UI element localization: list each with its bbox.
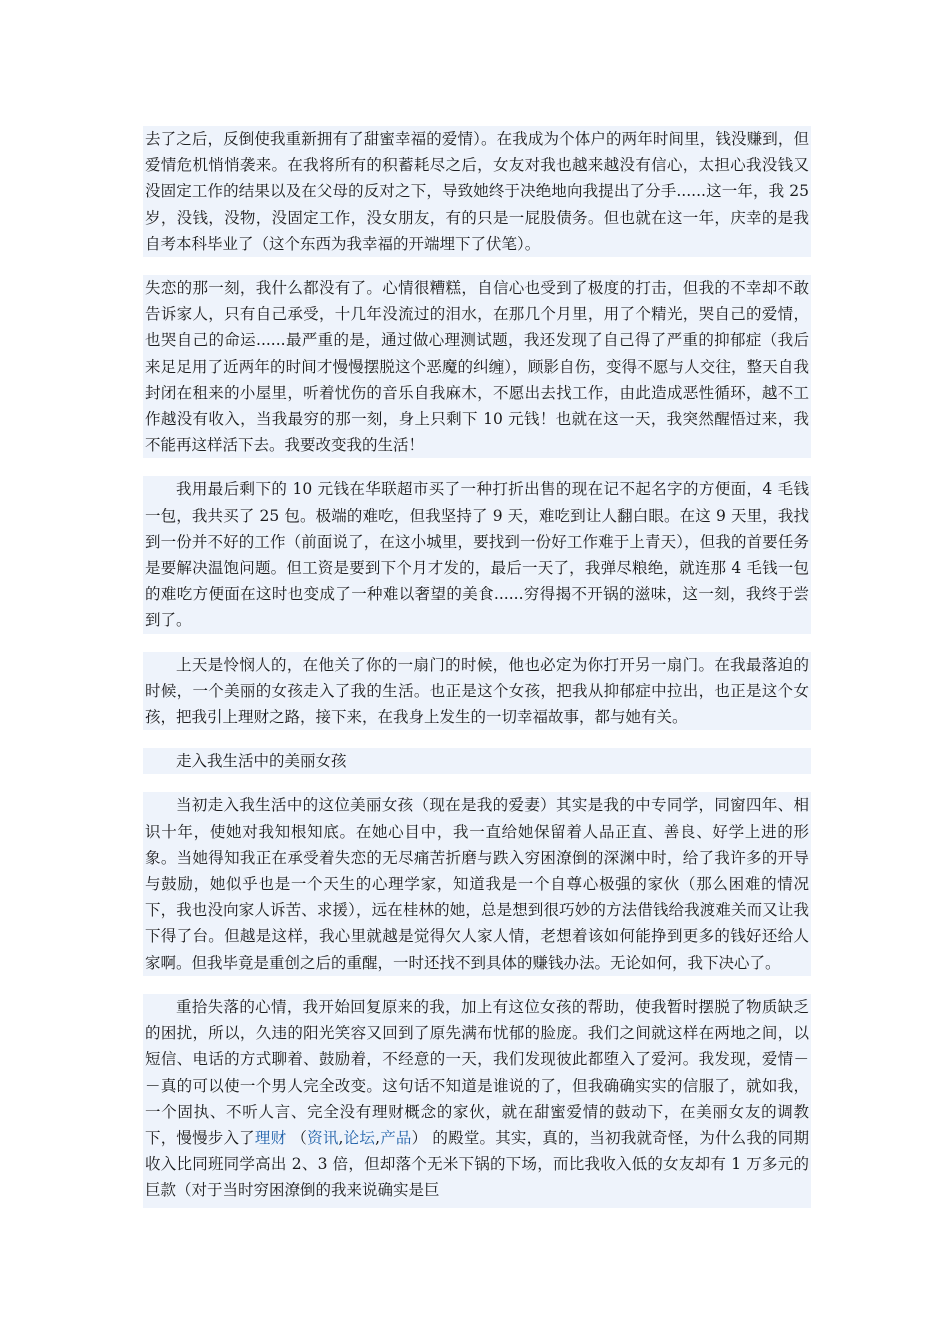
paren-open: （ xyxy=(286,1128,308,1147)
paragraph-1: 去了之后，反倒使我重新拥有了甜蜜幸福的爱情）。在我成为个体户的两年时间里，钱没赚到，但爱情危机悄悄袭来。在我将所有的积蓄耗尽之后，女友对我也越来越没有信心，太担心我没钱又没固定工作的结果以及在父母的反对之下，导致她终于决绝地向我提出了分手......这一年，我 25 岁，没钱，没物，没固定工作，没女朋友，有的只是一屁股债务。但也就在这一年，庆幸的是我自考本科毕业了（这个东西为我幸福的开端埋下了伏笔）。 xyxy=(145,130,809,253)
paragraph-2: 失恋的那一刻，我什么都没有了。心情很糟糕，自信心也受到了极度的打击，但我的不幸却不敢告诉家人，只有自己承受，十几年没流过的泪水，在那几个月里，用了个精光，哭自己的爱情，也哭自己的命运......最严重的是，通过做心理测试题，我还发现了自己得了严重的抑郁症（我后来足足用了近两年的时间才慢慢摆脱这个恶魔的纠缠），顾影自伤，变得不愿与人交往，整天自我封闭在租来的小屋里，听着忧伤的音乐自我麻木，不愿出去找工作，由此造成恶性循环，越不工作越没有收入，当我最穷的那一刻，身上只剩下 10 元钱！也就在这一天，我突然醒悟过来，我不能再这样活下去。我要改变我的生活！ xyxy=(145,279,809,455)
paragraph-gap xyxy=(143,976,811,994)
link-licai[interactable]: 理财 xyxy=(254,1128,287,1147)
paragraph-4: 上天是怜悯人的，在他关了你的一扇门的时候，他也必定为你打开另一扇门。在我最落迫的时候，一个美丽的女孩走入了我的生活。也正是这个女孩，把我从抑郁症中拉出，也正是这个女孩，把我引上理财之路，接下来，在我身上发生的一切幸福故事，都与她有关。 xyxy=(145,655,809,727)
paragraph-5: 当初走入我生活中的这位美丽女孩（现在是我的爱妻）其实是我的中专同学，同窗四年、相识十年，使她对我知根知底。在她心目中，我一直给她保留着人品正直、善良、好学上进的形象。当她得知我正在承受着失恋的无尽痛苦折磨与跌入穷困潦倒的深渊中时，给了我许多的开导与鼓励，她似乎也是一个天生的心理学家，知道我是一个自尊心极强的家伙（那么困难的情况下，我也没向家人诉苦、求援），远在桂林的她，总是想到很巧妙的方法借钱给我渡难关而又让我下得了台。但越是这样，我心里就越是觉得欠人家人情，老想着该如何能挣到更多的钱好还给人家啊。但我毕竟是重创之后的重醒，一时还找不到具体的赚钱办法。无论如何，我下决心了。 xyxy=(145,796,809,972)
document-body xyxy=(143,126,811,1208)
paragraph-gap xyxy=(143,458,811,476)
link-chanpin[interactable]: 产品 xyxy=(380,1128,412,1147)
paragraph-6-text-start: 重拾失落的心情，我开始回复原来的我，加上有这位女孩的帮助，使我暂时摆脱了物质缺乏的困扰，所以，久违的阳光笑容又回到了原先满布忧郁的脸庞。我们之间就这样在两地之间，以短信、电话的方式聊着、鼓励着，不经意的一天，我们发现彼此都堕入了爱河。我发现，爱情－－真的可以使一个男人完全改变。这句话不知道是谁说的了，但我确确实实的信服了，就如我，一个固执、不听人言、完全没有理财概念的家伙，就在甜蜜爱情的鼓动下，在美丽女友的调教下，慢慢步入了 xyxy=(145,997,809,1147)
paragraph-gap xyxy=(143,634,811,652)
paragraph-gap xyxy=(143,730,811,748)
link-luntan[interactable]: 论坛 xyxy=(343,1128,376,1147)
section-heading: 走入我生活中的美丽女孩 xyxy=(176,752,347,771)
comma-separator: , xyxy=(338,1128,344,1147)
paragraph-gap xyxy=(143,774,811,792)
link-zixun[interactable]: 资讯 xyxy=(307,1128,339,1147)
paragraph-6-text-end: 的殿堂。其实，真的，当初我就奇怪，为什么我的同期收入比同班同学高出 2、3 倍，但却落个无米下锅的下场，而比我收入低的女友却有 1 万多元的巨款（对于当时穷困潦倒的我来说确实是巨 xyxy=(145,1128,809,1200)
paragraph-3: 我用最后剩下的 10 元钱在华联超市买了一种打折出售的现在记不起名字的方便面，4 毛钱一包，我共买了 25 包。极端的难吃，但我坚持了 9 天，难吃到让人翻白眼。在这 9 天里，我找到一份并不好的工作（前面说了，在这小城里，要找到一份好工作难于上青天），但我的首要任务是要解决温饱问题。但工资是要到下个月才发的，最后一天了，我弹尽粮绝，就连那 4 毛钱一包的难吃方便面在这时也变成了一种难以奢望的美食......穷得揭不开锅的滋味，这一刻，我终于尝到了。 xyxy=(145,480,809,630)
paragraph-gap xyxy=(143,257,811,275)
paragraph-6 xyxy=(145,994,809,1204)
paren-close: ） xyxy=(411,1128,433,1147)
comma-separator: , xyxy=(375,1128,380,1147)
